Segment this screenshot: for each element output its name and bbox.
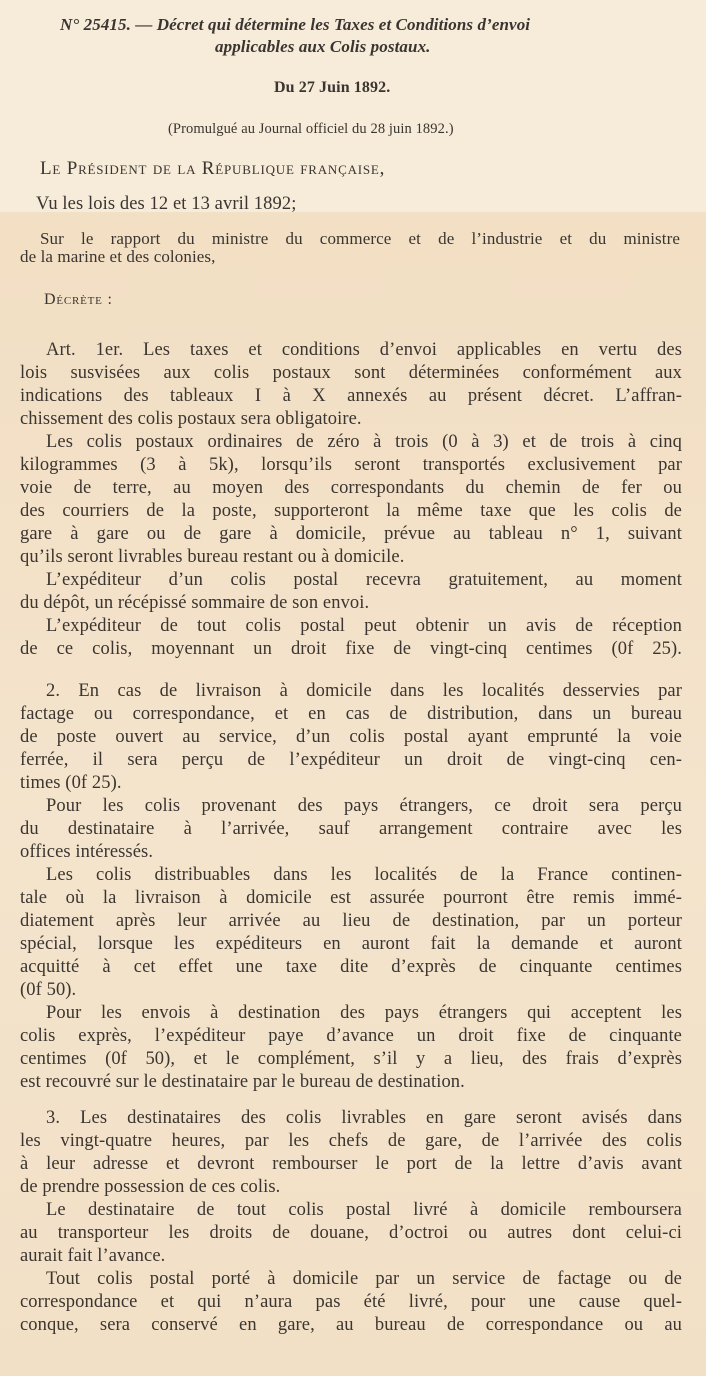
decree-title-line-2: applicables aux Colis postaux.	[215, 37, 431, 56]
president-heading: Le Président de la République française,	[40, 158, 386, 179]
article-1-line: Les colis postaux ordinaires de zéro à trois (0 à 3) et de trois à cinq	[46, 432, 682, 452]
article-2-line: Pour les colis provenant des pays étrangers, ce droit sera perçu	[46, 796, 682, 816]
article-1-line: gare à gare ou de gare à domicile, prévue au tableau n° 1, suivant	[20, 524, 682, 544]
article-1-line: L’expéditeur d’un colis postal recevra gratuitement, au moment	[46, 570, 682, 590]
article-1-line: lois susvisées aux colis postaux sont déterminées conformément aux	[20, 363, 682, 383]
vu-line: Vu les lois des 12 et 13 avril 1892;	[36, 194, 297, 214]
article-2-line: Pour les envois à destination des pays étrangers qui acceptent les	[46, 1003, 682, 1023]
article-2-line: centimes (0f 50), et le complément, s’il y a lieu, des frais d’exprès	[20, 1049, 682, 1069]
article-1-line: kilogrammes (3 à 5k), lorsqu’ils seront transportés exclusivement par	[20, 455, 682, 475]
article-3-line: les vingt-quatre heures, par les chefs de gare, de l’arrivée des colis	[20, 1131, 682, 1151]
article-1-line: indications des tableaux I à X annexés au présent décret. L’affran-	[20, 386, 682, 406]
article-1-line: des courriers de la poste, supporteront la même taxe que les colis de	[20, 501, 682, 521]
article-2-line: tale où la livraison à domicile est assurée pourront être remis immé-	[20, 888, 682, 908]
article-2-line: colis exprès, l’expéditeur paye d’avance un droit fixe de cinquante	[20, 1026, 682, 1046]
article-1-line: Art. 1er. Les taxes et conditions d’envoi applicables en vertu des	[46, 340, 682, 360]
article-1-line: qu’ils seront livrables bureau restant ou à domicile.	[20, 547, 405, 567]
article-1-line: du dépôt, un récépissé sommaire de son envoi.	[20, 593, 370, 613]
article-3-line: correspondance et qui n’aura pas été livré, pour une cause quel-	[20, 1292, 682, 1312]
article-2-line: times (0f 25).	[20, 773, 122, 793]
article-1-line: de ce colis, moyennant un droit fixe de vingt-cinq centimes (0f 25).	[20, 639, 682, 659]
article-3-line: 3. Les destinataires des colis livrables en gare seront avisés dans	[46, 1108, 682, 1128]
article-3-line: au transporteur les droits de douane, d’octroi ou autres dont celui-ci	[20, 1223, 682, 1243]
article-3-line: à leur adresse et devront rembourser le port de la lettre d’avis avant	[20, 1154, 682, 1174]
article-2-line: est recouvré sur le destinataire par le bureau de destination.	[20, 1072, 465, 1092]
article-2-line: du destinataire à l’arrivée, sauf arrangement contraire avec les	[20, 819, 682, 839]
article-2-line: spécial, lorsque les expéditeurs en auront fait la demande et auront	[20, 934, 682, 954]
promulgation-note: (Promulgué au Journal officiel du 28 juin 1892.)	[168, 121, 454, 137]
article-3-line: conque, sera conservé en gare, au bureau de correspondance ou au	[20, 1315, 682, 1335]
article-2-line: factage ou correspondance, et en cas de distribution, dans un bureau	[20, 704, 682, 724]
article-3-line: Tout colis postal porté à domicile par un service de factage ou de	[46, 1269, 682, 1289]
article-2-line: acquitté à cet effet une taxe dite d’exprès de cinquante centimes	[20, 957, 682, 977]
article-1-line: L’expéditeur de tout colis postal peut obtenir un avis de réception	[46, 616, 682, 636]
article-3-line: aurait fait l’avance.	[20, 1246, 166, 1266]
article-2-line: 2. En cas de livraison à domicile dans les localités desservies par	[46, 681, 682, 701]
article-1-line: chissement des colis postaux sera obligatoire.	[20, 409, 362, 429]
article-2-line: de poste ouvert au service, d’un colis postal ayant emprunté la voie	[20, 727, 682, 747]
decrete-heading: Décrète :	[44, 291, 113, 308]
article-2-line: Les colis distribuables dans les localités de la France continen-	[46, 865, 682, 885]
article-2-line: ferrée, il sera perçu de l’expéditeur un droit de vingt-cinq cen-	[20, 750, 682, 770]
article-1-line: voie de terre, au moyen des correspondants du chemin de fer ou	[20, 478, 682, 498]
article-2-line: offices intéressés.	[20, 842, 154, 862]
article-2-line: diatement après leur arrivée au lieu de destination, par un porteur	[20, 911, 682, 931]
article-3-line: de prendre possession de ces colis.	[20, 1177, 281, 1197]
decree-title-line-1: N° 25415. — Décret qui détermine les Taxes et Conditions d’envoi	[60, 15, 531, 34]
article-2-line: (0f 50).	[20, 980, 77, 1000]
rapport-line-2: de la marine et des colonies,	[20, 247, 216, 266]
rapport-line-1: Sur le rapport du ministre du commerce et de l’industrie et du ministre	[40, 229, 680, 248]
article-3-line: Le destinataire de tout colis postal livré à domicile remboursera	[46, 1200, 682, 1220]
decree-date: Du 27 Juin 1892.	[274, 79, 391, 96]
